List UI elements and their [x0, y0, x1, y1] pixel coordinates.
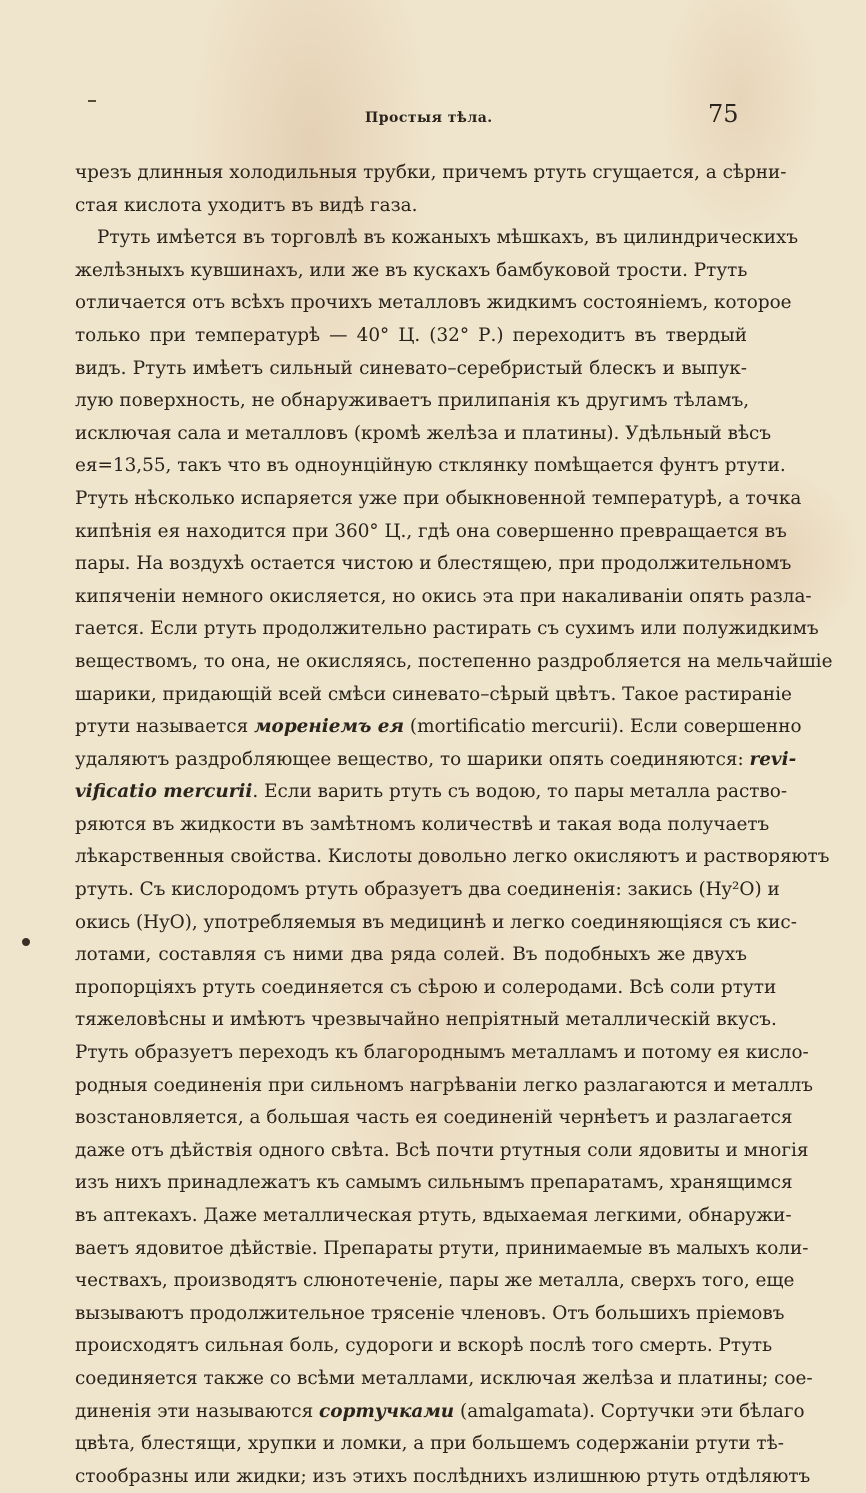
- text-segment: кипяченіи немного окисляется, но окись эта при накаливаніи опять разла-: [75, 585, 812, 607]
- text-line: [75, 972, 777, 1005]
- text-segment: окись (HyO), употребляемыя въ медицинѣ и легко соединяющіяся съ кис-: [75, 911, 797, 933]
- text-segment: чествахъ, производятъ слюнотеченіе, пары же металла, сверхъ того, еще: [75, 1270, 795, 1292]
- text-segment: кипѣнія ея находится при 360° Ц., гдѣ она совершенно превращается въ: [75, 520, 787, 542]
- italic-term: revi-: [749, 748, 797, 770]
- text-line: [75, 613, 819, 646]
- text-segment: соединяется также со всѣми металлами, исключая желѣза и платины; сое-: [75, 1367, 813, 1389]
- text-segment: возстановляется, а большая часть ея соединеній чернѣетъ и разлагается: [75, 1107, 793, 1129]
- text-line: [75, 581, 812, 614]
- text-line: [75, 1135, 809, 1168]
- text-segment: веществомъ, то она, не окисляясь, постепенно раздробляется на мельчайшіе: [75, 650, 833, 672]
- text-line: [75, 255, 747, 288]
- text-segment: Ртуть имѣется въ торговлѣ въ кожаныхъ мѣшкахъ, въ цилиндрическихъ: [97, 227, 799, 249]
- text-segment: лѣкарственныя свойства. Кислоты довольно легко окисляютъ и растворяютъ: [75, 846, 830, 868]
- italic-term: сортучками: [319, 1400, 455, 1422]
- text-line: [75, 1461, 811, 1493]
- text-line: [75, 841, 830, 874]
- text-segment: диненія эти называются: [75, 1400, 320, 1422]
- text-line: [75, 548, 792, 581]
- text-segment: (mortificatio mercurii). Если совершенно: [404, 716, 802, 738]
- text-line: [75, 679, 792, 712]
- text-line: [75, 1428, 784, 1461]
- text-segment: удаляютъ раздробляющее вещество, то шарики опять соединяются:: [75, 748, 750, 770]
- running-title: Простыя тѣла.: [365, 110, 493, 126]
- text-line: [75, 1102, 793, 1135]
- text-line: [75, 483, 802, 516]
- text-segment: только при температурѣ — 40° Ц. (32° Р.) переходитъ въ твердый: [75, 324, 747, 346]
- text-segment: ртути называется: [75, 716, 255, 738]
- text-line: [75, 907, 797, 940]
- text-line: [75, 1363, 813, 1396]
- text-segment: (amalgamata). Сортучки эти бѣлаго: [454, 1400, 805, 1422]
- text-line: [75, 1396, 805, 1429]
- text-line: [75, 1265, 795, 1298]
- text-segment: отличается отъ всѣхъ прочихъ металловъ жидкимъ состояніемъ, которое: [75, 292, 792, 314]
- text-segment: пары. На воздухѣ остается чистою и блестящею, при продолжительномъ: [75, 553, 792, 575]
- text-line: [75, 1004, 777, 1037]
- text-line: [75, 418, 772, 451]
- text-segment: видъ. Ртуть имѣетъ сильный синевато–серебристый блескъ и выпук-: [75, 357, 747, 379]
- text-segment: ртуть. Съ кислородомъ ртуть образуетъ два соединенія: закись (Hy²O) и: [75, 879, 780, 901]
- text-line: [75, 287, 792, 320]
- italic-term: мореніемъ ея: [254, 716, 405, 738]
- page-number: 75: [708, 100, 739, 128]
- margin-dot-mark: [22, 938, 30, 946]
- text-line: [75, 1233, 809, 1266]
- text-line: [75, 157, 787, 190]
- text-line: [75, 222, 799, 255]
- text-line: [75, 776, 788, 809]
- text-line: [75, 1298, 785, 1331]
- text-segment: лую поверхность, не обнаруживаетъ прилипанія къ другимъ тѣламъ,: [75, 390, 750, 412]
- text-segment: Ртуть нѣсколько испаряется уже при обыкновенной температурѣ, а точка: [75, 487, 802, 509]
- text-line: [75, 646, 833, 679]
- margin-dash-mark: [88, 100, 96, 102]
- text-segment: чрезъ длинныя холодильныя трубки, причемъ ртуть сгущается, а сѣрни-: [75, 162, 787, 183]
- text-line: [75, 516, 787, 549]
- text-segment: . Если варить ртуть съ водою, то пары металла раство-: [252, 781, 788, 803]
- text-segment: стая кислота уходитъ въ видѣ газа.: [75, 194, 418, 216]
- italic-term: vificatio mercurii: [75, 781, 253, 803]
- text-line: [75, 809, 770, 842]
- text-line: [75, 874, 780, 907]
- text-segment: тяжеловѣсны и имѣютъ чрезвычайно непріятный металлическій вкусъ.: [75, 1009, 777, 1031]
- text-segment: ея=13,55, такъ что въ одноунційную стклянку помѣщается фунтъ ртути.: [75, 455, 786, 477]
- text-line: [75, 450, 786, 483]
- text-segment: въ аптекахъ. Даже металлическая ртуть, вдыхаемая легкими, обнаружи-: [75, 1205, 792, 1226]
- text-line: [75, 385, 750, 418]
- text-segment: лотами, составляя съ ними два ряда солей. Въ подобныхъ же двухъ: [75, 944, 747, 966]
- text-segment: ряются въ жидкости въ замѣтномъ количествѣ и такая вода получаетъ: [75, 813, 770, 835]
- text-line: [75, 1037, 809, 1070]
- text-line: [75, 711, 802, 744]
- body-text: [75, 157, 833, 1493]
- text-line: [75, 939, 747, 972]
- text-segment: вызываютъ продолжительное трясеніе членовъ. Отъ большихъ пріемовъ: [75, 1302, 785, 1324]
- text-line: [75, 190, 747, 223]
- text-segment: пропорціяхъ ртуть соединяется съ сѣрою и солеродами. Всѣ соли ртути: [75, 976, 777, 998]
- text-segment: шарики, придающій всей смѣси синевато–сѣрый цвѣтъ. Такое растираніе: [75, 683, 792, 705]
- text-line: [75, 353, 747, 386]
- text-segment: цвѣта, блестящи, хрупки и ломки, а при большемъ содержаніи ртути тѣ-: [75, 1433, 784, 1455]
- text-line: [75, 1070, 813, 1103]
- text-segment: стообразны или жидки; изъ этихъ послѣднихъ излишнюю ртуть отдѣляютъ: [75, 1465, 811, 1487]
- text-line: [75, 320, 747, 353]
- text-segment: родныя соединенія при сильномъ нагрѣваніи легко разлагаются и металлъ: [75, 1074, 813, 1096]
- text-segment: ваетъ ядовитое дѣйствіе. Препараты ртути, принимаемые въ малыхъ коли-: [75, 1237, 809, 1259]
- text-line: [75, 1167, 793, 1200]
- text-segment: желѣзныхъ кувшинахъ, или же въ кускахъ бамбуковой трости. Ртуть: [75, 259, 748, 281]
- text-line: [75, 1200, 792, 1233]
- text-segment: исключая сала и металловъ (кромѣ желѣза и платины). Удѣльный вѣсъ: [75, 422, 772, 444]
- text-segment: происходятъ сильная боль, судороги и вскорѣ послѣ того смерть. Ртуть: [75, 1335, 773, 1357]
- text-segment: Ртуть образуетъ переходъ къ благороднымъ металламъ и потому ея кисло-: [75, 1042, 809, 1064]
- text-line: [75, 1330, 773, 1363]
- text-segment: даже отъ дѣйствія одного свѣта. Всѣ почти ртутныя соли ядовиты и многія: [75, 1139, 809, 1161]
- text-line: [75, 744, 797, 777]
- text-segment: гается. Если ртуть продолжительно растирать съ сухимъ или полужидкимъ: [75, 618, 819, 640]
- text-segment: изъ нихъ принадлежатъ къ самымъ сильнымъ препаратамъ, хранящимся: [75, 1172, 793, 1194]
